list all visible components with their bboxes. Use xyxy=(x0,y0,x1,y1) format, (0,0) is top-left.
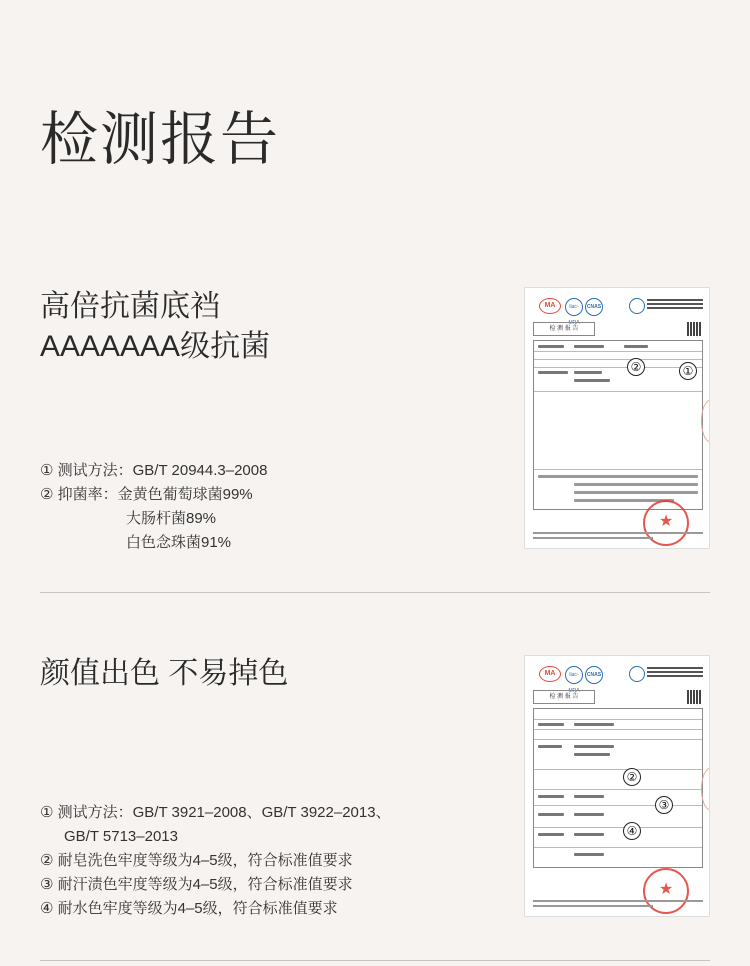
qr-code-icon xyxy=(687,690,701,704)
marker-rates: ② xyxy=(627,358,645,376)
report-header xyxy=(533,666,703,694)
cnas-logo-icon: CNAS xyxy=(585,298,603,316)
lab-name xyxy=(647,667,703,679)
rate-label: ② 抑菌率： xyxy=(40,486,118,503)
ilac-logo-icon: ilac-MRA xyxy=(565,298,583,316)
lab-name xyxy=(647,299,703,311)
official-stamp-icon: ★ xyxy=(643,868,689,914)
page-title: 检测报告 xyxy=(40,107,281,172)
cnas-logo-icon: CNAS xyxy=(585,666,603,684)
ilac-logo-icon: ilac-MRA xyxy=(565,666,583,684)
report-title: 检 测 报 告 xyxy=(533,690,595,704)
qr-code-icon xyxy=(687,322,701,336)
lab-logo-icon xyxy=(629,666,645,682)
test-details xyxy=(40,801,391,921)
marker-method: ① xyxy=(679,362,697,380)
test-method-cont: GB/T 5713–2013 xyxy=(64,828,178,845)
test-method: ① 测试方法：GB/T 3921–2008、GB/T 3922–2013、 xyxy=(40,804,391,821)
result-item: ② 耐皂洗色牢度等级为4–5级，符合标准值要求 xyxy=(40,852,353,869)
lab-logo-icon xyxy=(629,298,645,314)
ma-logo-icon: MA xyxy=(539,298,561,314)
rate-item: 白色念珠菌91% xyxy=(126,534,232,551)
test-details xyxy=(40,459,267,555)
test-method: ① 测试方法：GB/T 20944.3–2008 xyxy=(40,462,268,479)
ma-logo-icon: MA xyxy=(539,666,561,682)
section-divider xyxy=(40,592,710,593)
report-footer xyxy=(533,532,703,542)
report-table xyxy=(533,708,703,868)
report-table xyxy=(533,340,703,510)
marker-water: ④ xyxy=(623,822,641,840)
marker-soap: ② xyxy=(623,768,641,786)
marker-sweat: ③ xyxy=(655,796,673,814)
section-heading-line1: 高倍抗菌底裆 xyxy=(40,290,220,323)
report-header xyxy=(533,298,703,326)
rate-item: 金黄色葡萄球菌99% xyxy=(117,486,253,503)
result-item: ④ 耐水色牢度等级为4–5级，符合标准值要求 xyxy=(40,900,338,917)
report-title: 检 测 报 告 xyxy=(533,322,595,336)
official-stamp-icon: ★ xyxy=(643,500,689,546)
result-item: ③ 耐汗渍色牢度等级为4–5级，符合标准值要求 xyxy=(40,876,353,893)
section-heading: 颜值出色 不易掉色 xyxy=(40,657,289,690)
report-footer xyxy=(533,900,703,910)
test-report-image xyxy=(524,655,710,917)
rate-row xyxy=(40,483,267,507)
section-divider xyxy=(40,960,710,961)
section-heading-line2: AAAAAAA级抗菌 xyxy=(40,330,271,363)
rate-item: 大肠杆菌89% xyxy=(126,510,217,527)
test-report-image xyxy=(524,287,710,549)
